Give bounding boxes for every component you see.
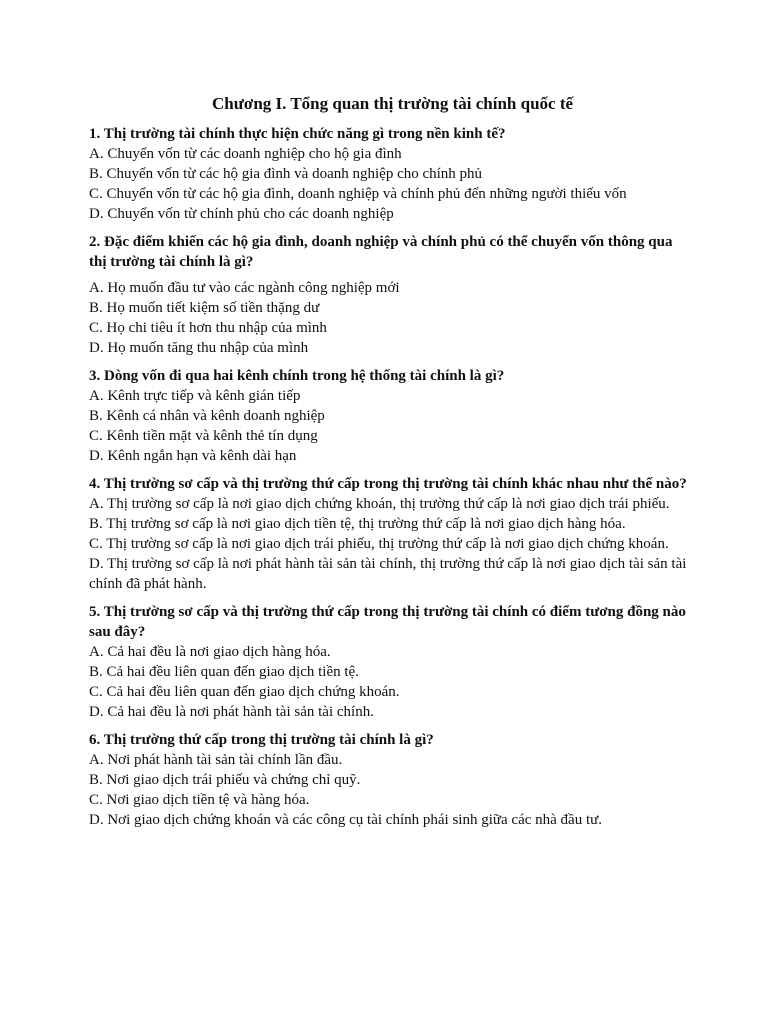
option-b: B. Cả hai đều liên quan đến giao dịch tiền tệ. [89, 664, 359, 680]
question-5 [89, 602, 688, 722]
option-d: D. Chuyển vốn từ chính phủ cho các doanh nghiệp [89, 206, 394, 222]
option-c: C. Họ chi tiêu ít hơn thu nhập của mình [89, 320, 327, 336]
page-title: Chương I. Tổng quan thị trường tài chính quốc tế [211, 94, 574, 113]
option-a: A. Kênh trực tiếp và kênh gián tiếp [89, 388, 301, 404]
option-a: A. Nơi phát hành tài sản tài chính lần đầu. [89, 752, 343, 768]
option-b: B. Kênh cá nhân và kênh doanh nghiệp [89, 408, 325, 424]
option-b: B. Nơi giao dịch trái phiếu và chứng chỉ quỹ. [89, 772, 361, 788]
option-d: D. Cả hai đều là nơi phát hành tài sản tài chính. [89, 704, 374, 720]
question-2 [89, 232, 688, 358]
option-b: B. Chuyển vốn từ các hộ gia đình và doanh nghiệp cho chính phủ [89, 166, 483, 182]
option-b: B. Họ muốn tiết kiệm số tiền thặng dư [89, 300, 320, 316]
question-1 [89, 124, 688, 224]
option-a: A. Cả hai đều là nơi giao dịch hàng hóa. [89, 644, 331, 660]
question-text: 1. Thị trường tài chính thực hiện chức năng gì trong nền kinh tế? [89, 126, 506, 142]
option-a: A. Thị trường sơ cấp là nơi giao dịch chứng khoán, thị trường thứ cấp là nơi giao dịch trái phiếu. [89, 496, 670, 512]
question-text: 5. Thị trường sơ cấp và thị trường thứ cấp trong thị trường tài chính có điểm tương đồng nào sau đây? [89, 604, 686, 640]
option-d: D. Nơi giao dịch chứng khoán và các công cụ tài chính phái sinh giữa các nhà đầu tư. [89, 812, 602, 828]
option-a: A. Họ muốn đầu tư vào các ngành công nghiệp mới [89, 280, 400, 296]
option-c: C. Thị trường sơ cấp là nơi giao dịch trái phiếu, thị trường thứ cấp là nơi giao dịch chứng khoán. [89, 536, 669, 552]
option-b: B. Thị trường sơ cấp là nơi giao dịch tiền tệ, thị trường thứ cấp là nơi giao dịch hàng hóa. [89, 516, 626, 532]
option-d: D. Thị trường sơ cấp là nơi phát hành tài sản tài chính, thị trường thứ cấp là nơi giao dịch tài sản tài chính đã phát hành. [89, 556, 687, 592]
option-d: D. Họ muốn tăng thu nhập của mình [89, 340, 309, 356]
question-text: 2. Đặc điểm khiến các hộ gia đình, doanh nghiệp và chính phủ có thể chuyển vốn thông qua thị trường tài chính là gì? [89, 234, 673, 270]
option-c: C. Chuyển vốn từ các hộ gia đình, doanh nghiệp và chính phủ đến những người thiếu vốn [89, 186, 627, 202]
option-a: A. Chuyển vốn từ các doanh nghiệp cho hộ gia đình [89, 146, 402, 162]
option-c: C. Cả hai đều liên quan đến giao dịch chứng khoán. [89, 684, 400, 700]
question-text: 4. Thị trường sơ cấp và thị trường thứ cấp trong thị trường tài chính khác nhau như thế nào? [89, 476, 687, 492]
question-4 [89, 474, 688, 594]
option-c: C. Kênh tiền mặt và kênh thẻ tín dụng [89, 428, 318, 444]
option-c: C. Nơi giao dịch tiền tệ và hàng hóa. [89, 792, 310, 808]
question-6 [89, 730, 688, 830]
question-3 [89, 366, 688, 466]
question-text: 6. Thị trường thứ cấp trong thị trường tài chính là gì? [89, 732, 434, 748]
option-d: D. Kênh ngắn hạn và kênh dài hạn [89, 448, 297, 464]
question-text: 3. Dòng vốn đi qua hai kênh chính trong hệ thống tài chính là gì? [89, 368, 505, 384]
